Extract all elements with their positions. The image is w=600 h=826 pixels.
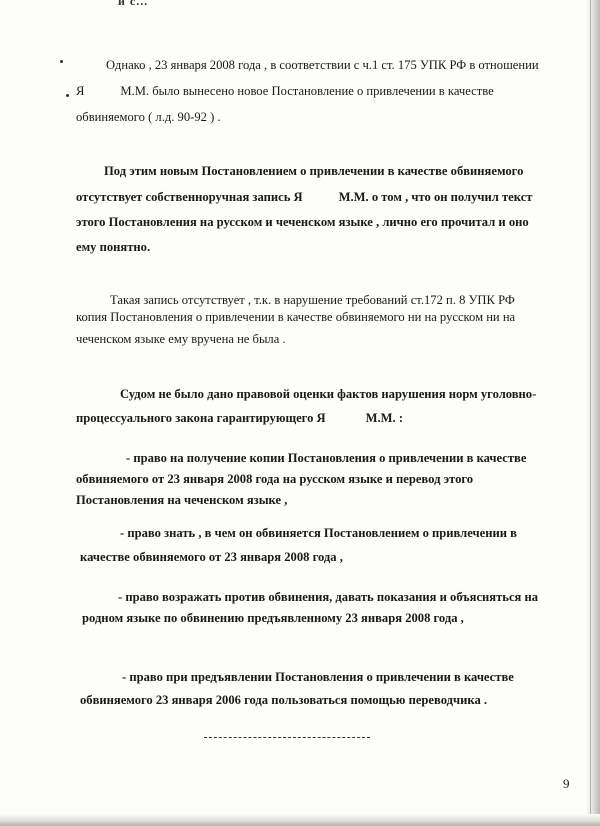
list-item-3-line-1: - право возражать против обвинения, давать показания и объясняться на <box>118 590 539 604</box>
list-item-1-line-3: Постановления на чеченском языке , <box>76 493 288 507</box>
list-item-4-line-2: обвиняемого 23 января 2006 года пользоваться помощью переводчика . <box>80 693 488 707</box>
closing-dashed-rule <box>204 737 370 738</box>
paragraph-2-line-3: этого Постановления на русском и чеченском языке , лично его прочитал и оно <box>76 215 529 229</box>
paragraph-3-line-1: Такая запись отсутствует , т.к. в нарушение требований ст.172 п. 8 УПК РФ <box>110 293 515 307</box>
scan-speck <box>60 60 63 63</box>
paragraph-4-line-2 <box>76 411 403 426</box>
page-edge-line <box>590 0 591 826</box>
list-item-1-line-2: обвиняемого от 23 января 2008 года на русском языке и перевод этого <box>76 472 474 486</box>
list-item-4-line-1: - право при предъявлении Постановления о привлечении в качестве <box>122 670 514 684</box>
paragraph-1-line-1: Однако , 23 января 2008 года , в соответствии с ч.1 ст. 175 УПК РФ в отношении <box>106 58 539 72</box>
page-number: 9 <box>563 776 570 791</box>
page-bottom-shadow <box>0 814 600 826</box>
list-item-3-line-2: родном языке по обвинению предъявленному 23 января 2008 года , <box>82 611 464 625</box>
scan-speck <box>66 94 69 97</box>
list-item-2-line-1: - право знать , в чем он обвиняется Постановлением о привлечении в <box>120 526 517 540</box>
list-item-2-line-2: качестве обвиняемого от 23 января 2008 года , <box>80 550 343 564</box>
paragraph-2-line-1: Под этим новым Постановлением о привлечении в качестве обвиняемого <box>104 164 524 178</box>
paragraph-2-line-2 <box>76 190 532 205</box>
redacted-surname: Я <box>76 84 85 98</box>
paragraph-2-line-2-start: отсутствует собственноручная запись Я <box>76 190 303 204</box>
paragraph-1-line-2 <box>76 84 494 99</box>
page-edge-shadow <box>586 0 600 826</box>
paragraph-1-line-3: обвиняемого ( л.д. 90-92 ) . <box>76 110 221 124</box>
paragraph-3-line-2: копия Постановления о привлечении в качестве обвиняемого ни на русском ни на <box>76 310 516 324</box>
paragraph-3-line-3: чеченском языке ему вручена не была . <box>76 332 286 346</box>
paragraph-4-line-2-rest: М.М. : <box>365 411 404 425</box>
paragraph-4-line-1: Судом не было дано правовой оценки фактов нарушения норм уголовно- <box>120 387 537 401</box>
list-item-1-line-1: - право на получение копии Постановления о привлечении в качестве <box>126 451 527 465</box>
paragraph-4-line-2-start: процессуального закона гарантирующего Я <box>76 411 326 425</box>
paragraph-2-line-4: ему понятно. <box>76 240 151 254</box>
cut-off-header-text: и с... <box>118 0 149 8</box>
paragraph-1-line-2-rest: М.М. было вынесено новое Постановление о привлечении в качестве <box>120 84 494 98</box>
paragraph-2-line-2-rest: М.М. о том , что он получил текст <box>338 190 533 204</box>
